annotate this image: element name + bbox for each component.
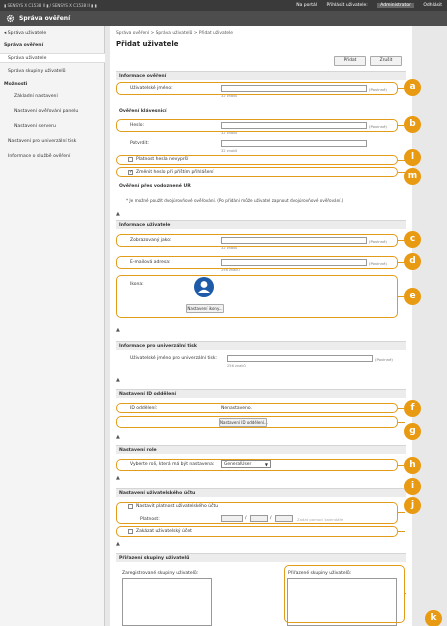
admin-user: Administrator: [377, 3, 414, 8]
callout-badge-l: l: [404, 149, 421, 166]
callout-line-j: [398, 531, 405, 532]
callout-frame-i: [116, 502, 398, 524]
top-links: [288, 3, 442, 8]
callout-frame-b: [116, 119, 398, 132]
email-label: E-mailová adresa:: [130, 260, 171, 265]
collapse-toggle-4[interactable]: ▲: [116, 434, 120, 440]
date-sep-2: /: [270, 516, 272, 521]
collapse-toggle-2[interactable]: ▲: [116, 327, 120, 333]
print-username-label: Uživatelské jméno pro univerzální tisk:: [130, 356, 217, 361]
print-username-input[interactable]: [227, 355, 373, 362]
confirm-input[interactable]: [221, 140, 367, 147]
callout-badge-m: m: [404, 168, 421, 185]
app-title-bar: [0, 11, 447, 26]
username-required: (Povinné): [369, 87, 387, 92]
section-account: Nastavení uživatelského účtu: [116, 488, 406, 497]
section-user-info: Informace uživatele: [116, 220, 406, 229]
section-universal-print: Informace pro univerzální tisk: [116, 341, 406, 350]
section-groups: Přiřazení skupiny uživatelů: [116, 553, 406, 562]
callout-frame-g: [116, 416, 398, 428]
chevron-down-icon: ▼: [264, 462, 268, 467]
email-required: (Povinné): [369, 261, 387, 266]
login-user-label: Přihlásit uživatele:: [326, 3, 368, 8]
collapse-toggle-6[interactable]: ▲: [116, 541, 120, 547]
callout-badge-a: a: [404, 79, 421, 96]
password-no-expire-label: Platnost hesla nevyprší: [136, 157, 189, 162]
date-sep-1: /: [245, 516, 247, 521]
callout-badge-i: i: [404, 478, 421, 495]
sidebar-item-users[interactable]: Správa uživatele: [0, 53, 105, 63]
callout-frame-f: [116, 403, 398, 413]
validity-label: Platnost:: [140, 517, 160, 522]
dept-id-label: ID oddělení:: [130, 406, 158, 411]
callout-frame-d: [116, 256, 398, 269]
callout-frame-k: [284, 565, 405, 623]
callout-badge-k: k: [425, 610, 442, 626]
callout-frame-l: [116, 155, 398, 165]
collapse-toggle-1[interactable]: ▲: [116, 211, 120, 217]
registered-groups-list[interactable]: [122, 578, 212, 626]
callout-badge-h: h: [404, 457, 421, 474]
dept-id-settings-button[interactable]: Nastavení ID oddělení...: [220, 420, 268, 425]
callout-line-g: [398, 422, 405, 423]
sidebar-item-panel[interactable]: Nastavení ověřování panelu: [14, 109, 79, 114]
confirm-hint: 32 znaků: [221, 149, 238, 153]
portal-link[interactable]: Na portál: [296, 3, 318, 8]
confirm-label: Potvrdit:: [130, 141, 149, 146]
sidebar-item-print[interactable]: Nastavení pro univerzální tisk: [8, 139, 77, 144]
gear-icon: [6, 14, 15, 23]
sidebar: [0, 26, 105, 626]
sidebar-section-options: Možnosti: [4, 82, 28, 87]
logout-link[interactable]: Odhlásit: [423, 3, 442, 8]
print-username-required: (Povinné): [375, 357, 393, 362]
username-label: Uživatelské jméno:: [130, 86, 173, 91]
collapse-toggle-3[interactable]: ▲: [116, 377, 120, 383]
display-name-hint: 32 znaků: [221, 246, 238, 250]
callout-badge-d: d: [404, 253, 421, 270]
sidebar-section-auth: Správa ověření: [4, 43, 44, 48]
registered-groups-label: Zaregistrované skupiny uživatelů:: [122, 571, 199, 576]
callout-badge-g: g: [404, 423, 421, 440]
url-auth-head: Ověření přes vodoznené UR: [119, 184, 191, 189]
sidebar-item-server[interactable]: Nastavení serveru: [14, 124, 56, 129]
icon-settings-button[interactable]: Nastavení ikony...: [187, 306, 223, 311]
section-dept-id: Nastavení ID oddělení: [116, 389, 406, 398]
callout-badge-j: j: [404, 497, 421, 514]
app-title: Správa ověření: [19, 15, 71, 22]
callout-frame-h: [116, 459, 398, 471]
callout-badge-b: b: [404, 116, 421, 133]
dept-id-value: Nenastaveno.: [221, 406, 252, 411]
callout-frame-c: [116, 234, 398, 247]
sidebar-item-groups[interactable]: Správa skupiny uživatelů: [8, 69, 66, 74]
device-name: ▮ SENSYS X C1538 II ▮ / SENSYS X C1538 II ▮ ▮: [4, 3, 97, 8]
add-button[interactable]: Přidat: [334, 56, 366, 66]
account-validity-label: Nastavit platnost uživatelského účtu: [136, 504, 219, 509]
password-required: (Povinné): [369, 124, 387, 129]
callout-badge-f: f: [404, 400, 421, 417]
callout-frame-m: [116, 167, 398, 177]
email-hint: 256 znaků: [221, 268, 240, 272]
disable-account-label: Zakázat uživatelský účet: [136, 529, 192, 534]
change-password-checkbox[interactable]: ✓: [129, 169, 134, 175]
password-label: Heslo:: [130, 123, 145, 128]
sidebar-item-info[interactable]: Informace o službě ověření: [8, 154, 71, 159]
role-select[interactable]: GeneralUser ▼: [221, 460, 271, 468]
callout-frame-a: [116, 82, 398, 95]
callout-line-k: [405, 593, 406, 594]
page-title: Přidat uživatele: [116, 40, 179, 48]
callout-line-i: [398, 512, 405, 513]
assigned-groups-label: Přiřazené skupiny uživatelů:: [288, 571, 352, 576]
sidebar-item-basic[interactable]: Základní nastavení: [14, 94, 58, 99]
url-auth-note: * Je možné použít dvojúrovňové ověřování. (Po přidání může uživatel zapnout dvojúrovňové ověřování.): [126, 198, 344, 203]
callout-frame-j: [116, 526, 398, 537]
print-username-hint: 256 znaků: [227, 364, 246, 368]
callout-badge-e: e: [404, 288, 421, 305]
username-hint: 32 znaků: [221, 94, 238, 98]
top-bar: [0, 0, 447, 11]
sidebar-back-link[interactable]: ◂ Správa uživatele: [4, 31, 47, 36]
password-hint: 32 znaků: [221, 131, 238, 135]
role-label: Vyberte roli, která má být nastavena:: [130, 462, 215, 467]
cancel-button[interactable]: Zrušit: [370, 56, 402, 66]
display-name-required: (Povinné): [369, 239, 387, 244]
section-auth-info: Informace ověření: [116, 71, 406, 80]
callout-frame-e: [116, 275, 398, 318]
calendar-link[interactable]: Zadat pomocí kalendáře: [297, 517, 344, 522]
display-name-label: Zobrazovaný jako:: [130, 238, 172, 243]
change-password-label: Změnit heslo při příštím přihlášení: [136, 170, 214, 175]
section-role: Nastavení role: [116, 445, 406, 454]
callout-badge-c: c: [404, 231, 421, 248]
collapse-toggle-5[interactable]: ▲: [116, 475, 120, 481]
breadcrumb: Správa ověření > Správa uživatelů > Přidat uživatele: [116, 31, 233, 36]
keyboard-auth-head: Ověření klávesnicí: [119, 109, 167, 114]
icon-label: Ikona:: [130, 282, 144, 287]
